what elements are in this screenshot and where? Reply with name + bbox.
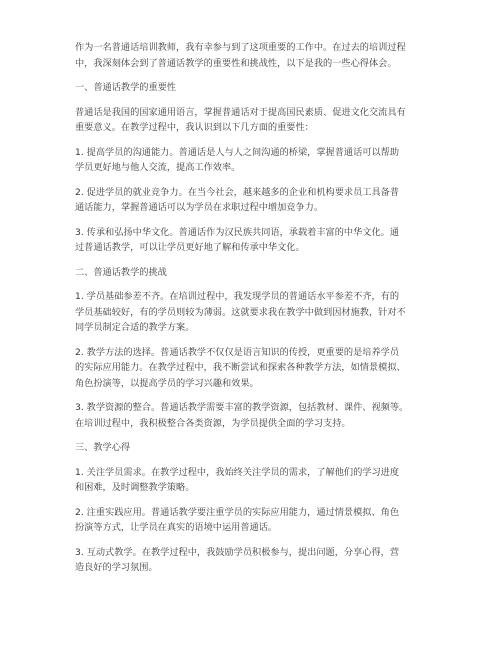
- text-line: 过普通话教学，可以让学员更好地了解和传承中华文化。: [75, 242, 305, 253]
- document-body: [75, 40, 437, 576]
- text-line: 角色扮演等，以提高学员的学习兴趣和效果。: [75, 377, 259, 389]
- text-line: 学员更好地与他人交流，提高工作效率。: [75, 162, 241, 173]
- text-line: 造良好的学习氛围。: [75, 562, 158, 573]
- text-line: 2. 注重实践应用。普通话教学要注重学员的实际应用能力，通过情景模拟、角色: [75, 506, 400, 518]
- section-paragraph: [75, 105, 437, 136]
- section-heading: 二、普通话教学的挑战: [75, 266, 167, 278]
- list-item: [75, 465, 437, 496]
- text-line: 3. 传承和弘扬中华文化。普通话作为汉民族共同语，承载着丰富的中华文化。通: [75, 226, 400, 238]
- text-line: 3. 教学资源的整合。普通话教学需要丰富的教学资源，包括教材、课件、视频等。: [75, 402, 409, 413]
- list-item: [75, 345, 437, 392]
- text-line: 在培训过程中，我积极整合各类资源，为学员提供全面的学习支持。: [75, 417, 351, 429]
- text-line: 普通话是我国的国家通用语言，掌握普通话对于提高国民素质、促进文化交流具有: [75, 106, 406, 118]
- section-heading: 一、普通话教学的重要性: [75, 82, 177, 93]
- text-line: 学员基础较好，有的学员则较为薄弱。这就要求我在教学中做到因材施教，针对不: [75, 306, 406, 318]
- text-line: 通话能力，掌握普通话可以为学员在求职过程中增加竞争力。: [75, 202, 324, 213]
- list-item: [75, 400, 437, 431]
- text-line: 2. 促进学员的就业竞争力。在当今社会，越来越多的企业和机构要求员工具备普: [75, 186, 400, 198]
- text-line: 1. 学员基础参差不齐。在培训过程中，我发现学员的普通话水平参差不齐，有的: [75, 291, 400, 302]
- text-line: 作为一名普通话培训教师，我有幸参与到了这项重要的工作中。在过去的培训过程: [75, 42, 406, 53]
- text-line: 和困难，及时调整教学策略。: [75, 482, 195, 493]
- list-item: [75, 289, 437, 336]
- text-line: 2. 教学方法的选择。普通话教学不仅仅是语言知识的传授，更重要的是培养学员: [75, 346, 400, 358]
- list-item: [75, 505, 437, 536]
- text-line: 3. 互动式教学。在教学过程中，我鼓励学员积极参与，提出问题，分享心得，营: [75, 546, 400, 558]
- section-heading: 三、教学心得: [75, 442, 131, 453]
- text-line: 同学员制定合适的教学方案。: [75, 322, 195, 333]
- text-line: 1. 关注学员需求。在教学过程中，我始终关注学员的需求，了解他们的学习进度: [75, 466, 400, 478]
- text-line: 1. 提高学员的沟通能力。普通话是人与人之间沟通的桥梁，掌握普通话可以帮助: [75, 146, 400, 158]
- list-item: [75, 225, 437, 256]
- text-line: 的实际应用能力。在教学过程中，我不断尝试和探索各种教学方法，如情景模拟、: [75, 362, 406, 373]
- list-item: [75, 145, 437, 176]
- list-item: [75, 545, 437, 576]
- text-line: 扮演等方式，让学员在真实的语境中运用普通话。: [75, 522, 278, 533]
- text-line: 中，我深刻体会到了普通话教学的重要性和挑战性，以下是我的一些心得体会。: [75, 57, 397, 69]
- text-line: 重要意义。在教学过程中，我认识到以下几方面的重要性：: [75, 122, 314, 133]
- list-item: [75, 185, 437, 216]
- intro-paragraph: [75, 40, 437, 71]
